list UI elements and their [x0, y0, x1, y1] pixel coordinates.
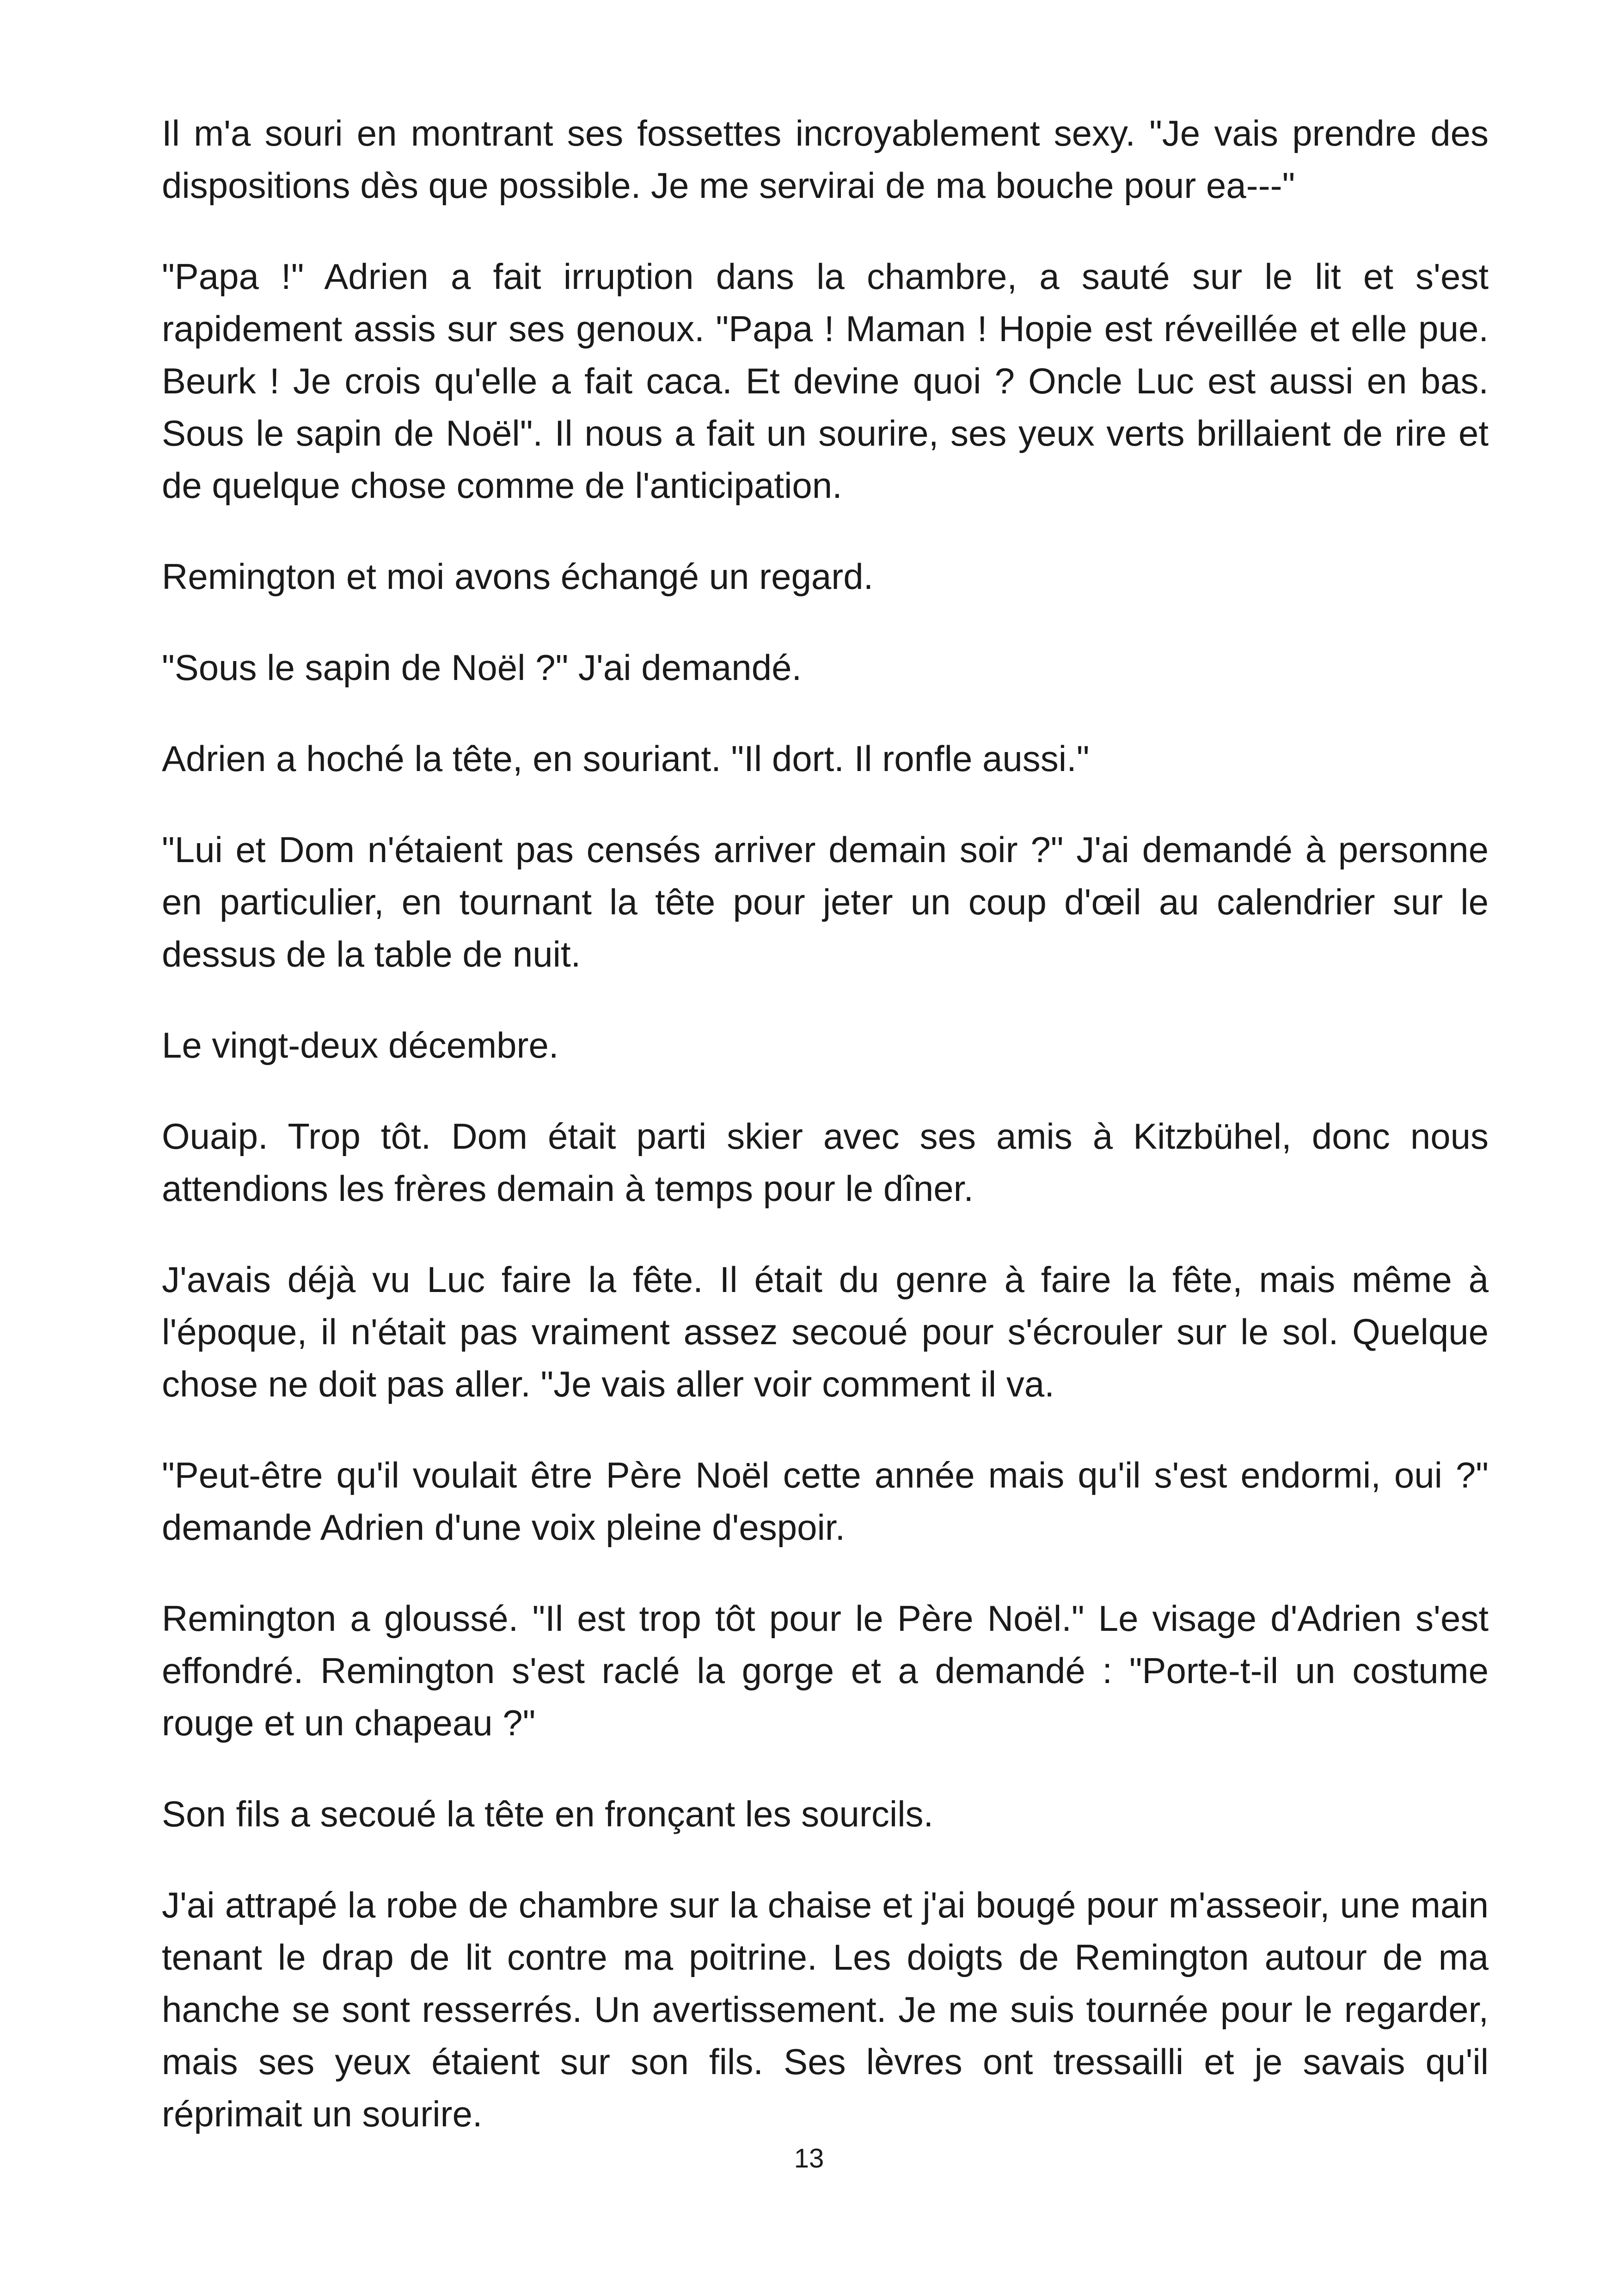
paragraph-7: Le vingt-deux décembre. — [162, 1025, 559, 1065]
paragraph-11: Remington a gloussé. "Il est trop tôt pour le Père Noël." Le visage d'Adrien s'est effondré. Remington s'est raclé la gorge et a demandé : "Porte-t-il un costume rouge et un chapeau ?" — [162, 1598, 1489, 1743]
paragraph-3: Remington et moi avons échangé un regard. — [162, 556, 874, 597]
body-text — [162, 107, 1489, 2140]
page-number: 13 — [794, 2143, 824, 2174]
paragraph-9: J'avais déjà vu Luc faire la fête. Il était du genre à faire la fête, mais même à l'époque, il n'était pas vraiment assez secoué pour s'écrouler sur le sol. Quelque chose ne doit pas aller. "Je vais aller voir comment il va. — [162, 1259, 1489, 1404]
paragraph-13: J'ai attrapé la robe de chambre sur la chaise et j'ai bougé pour m'asseoir, une main tenant le drap de lit contre ma poitrine. Les doigts de Remington autour de ma hanche se sont resserrés. Un avertissement. Je me suis tournée pour le regarder, mais ses yeux étaient sur son fils. Ses lèvres ont tressailli et je savais qu'il réprimait un sourire. — [162, 1885, 1489, 2134]
paragraph-12: Son fils a secoué la tête en fronçant les sourcils. — [162, 1794, 934, 1834]
paragraph-1: Il m'a souri en montrant ses fossettes incroyablement sexy. "Je vais prendre des dispositions dès que possible. Je me servirai de ma bouche pour ea---" — [162, 113, 1489, 206]
paragraph-10: "Peut-être qu'il voulait être Père Noël cette année mais qu'il s'est endormi, oui ?" demande Adrien d'une voix pleine d'espoir. — [162, 1455, 1489, 1548]
paragraph-4: "Sous le sapin de Noël ?" J'ai demandé. — [162, 647, 802, 688]
paragraph-8: Ouaip. Trop tôt. Dom était parti skier avec ses amis à Kitzbühel, donc nous attendions les frères demain à temps pour le dîner. — [162, 1116, 1489, 1209]
paragraph-2: "Papa !" Adrien a fait irruption dans la chambre, a sauté sur le lit et s'est rapidement assis sur ses genoux. "Papa ! Maman ! Hopie est réveillée et elle pue. Beurk ! Je crois qu'elle a fait caca. Et devine quoi ? Oncle Luc est aussi en bas. Sous le sapin de Noël". Il nous a fait un sourire, ses yeux verts brillaient de rire et de quelque chose comme de l'anticipation. — [162, 256, 1489, 506]
paragraph-6: "Lui et Dom n'étaient pas censés arriver demain soir ?" J'ai demandé à personne en particulier, en tournant la tête pour jeter un coup d'œil au calendrier sur le dessus de la table de nuit. — [162, 829, 1489, 974]
paragraph-5: Adrien a hoché la tête, en souriant. "Il dort. Il ronfle aussi." — [162, 738, 1090, 779]
